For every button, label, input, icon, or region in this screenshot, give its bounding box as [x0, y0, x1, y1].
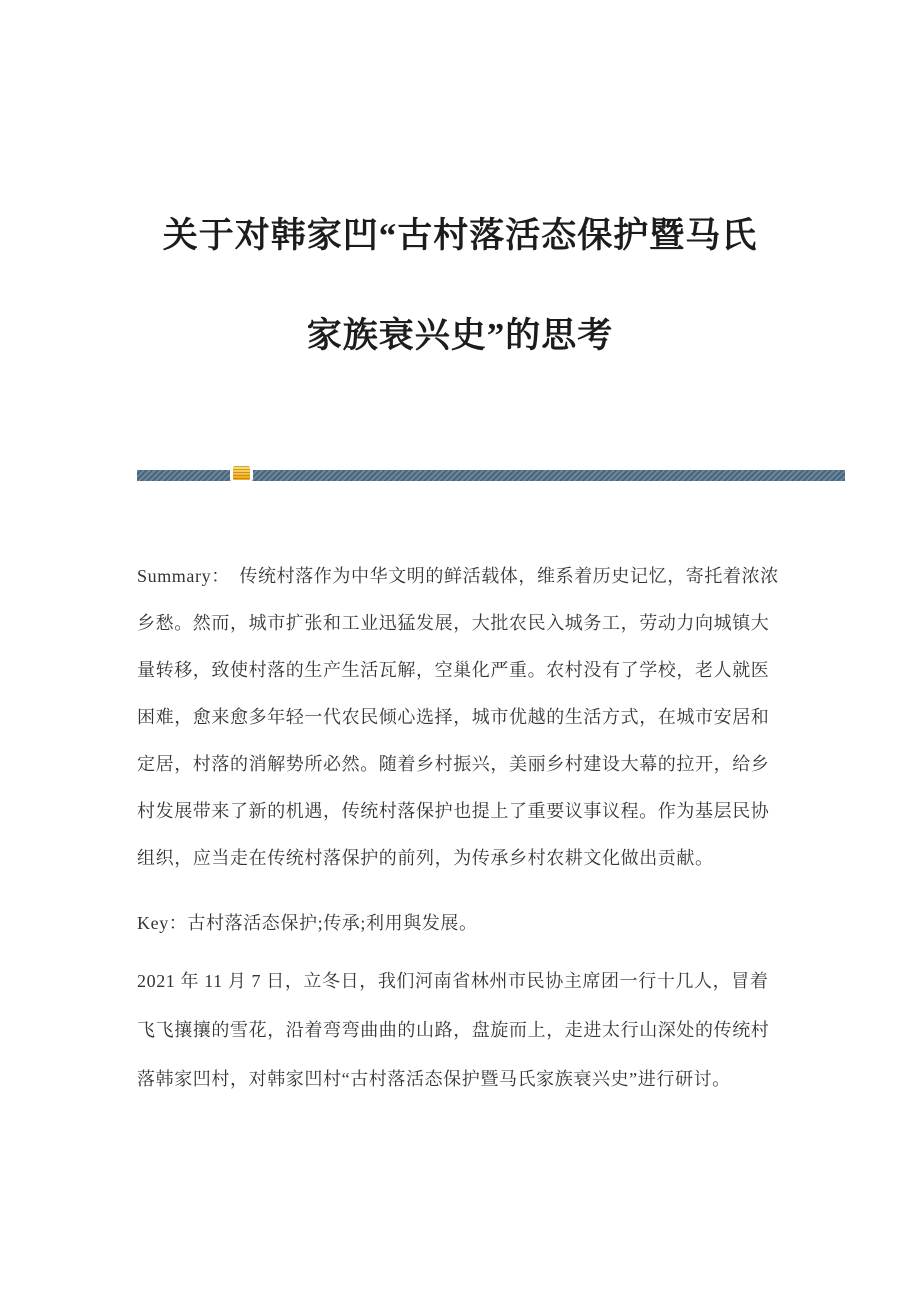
body-paragraph [137, 957, 783, 1104]
divider-rule [137, 470, 845, 481]
page-title [0, 186, 920, 386]
body-paragraph-line: 落韩家凹村，对韩家凹村“古村落活态保护暨马氏家族衰兴史”进行研讨。 [137, 1069, 731, 1089]
page-title-line-2: 家族衰兴史”的思考 [306, 316, 614, 355]
page-title-line-1: 关于对韩家凹“古村落活态保护暨马氏 [162, 216, 758, 255]
summary-line: 乡愁。然而，城市扩张和工业迅猛发展，大批农民入城务工，劳动力向城镇大 [137, 613, 770, 633]
document-body [137, 553, 783, 1104]
body-paragraph-line: 2021 年 11 月 7 日，立冬日，我们河南省林州市民协主席团一行十几人，冒着 [137, 971, 769, 991]
body-paragraph-line: 飞飞攘攘的雪花，沿着弯弯曲曲的山路，盘旋而上，走进太行山深处的传统村 [137, 1020, 770, 1040]
note-icon [233, 466, 250, 480]
summary-line: 村发展带来了新的机遇，传统村落保护也提上了重要议事议程。作为基层民协 [137, 801, 770, 821]
summary-paragraph [137, 553, 783, 882]
summary-line: 组织，应当走在传统村落保护的前列，为传承乡村农耕文化做出贡献。 [137, 848, 714, 868]
summary-line: 困难，愈来愈多年轻一代农民倾心选择，城市优越的生活方式，在城市安居和 [137, 707, 770, 727]
summary-line: Summary： 传统村落作为中华文明的鲜活载体，维系着历史记忆，寄托着浓浓 [137, 566, 779, 586]
summary-line: 量转移，致使村落的生产生活瓦解，空巢化严重。农村没有了学校，老人就医 [137, 660, 770, 680]
keywords-line: Key：古村落活态保护;传承;利用與发展。 [137, 913, 478, 933]
summary-line: 定居，村落的消解势所必然。随着乡村振兴，美丽乡村建设大幕的拉开，给乡 [137, 754, 770, 774]
